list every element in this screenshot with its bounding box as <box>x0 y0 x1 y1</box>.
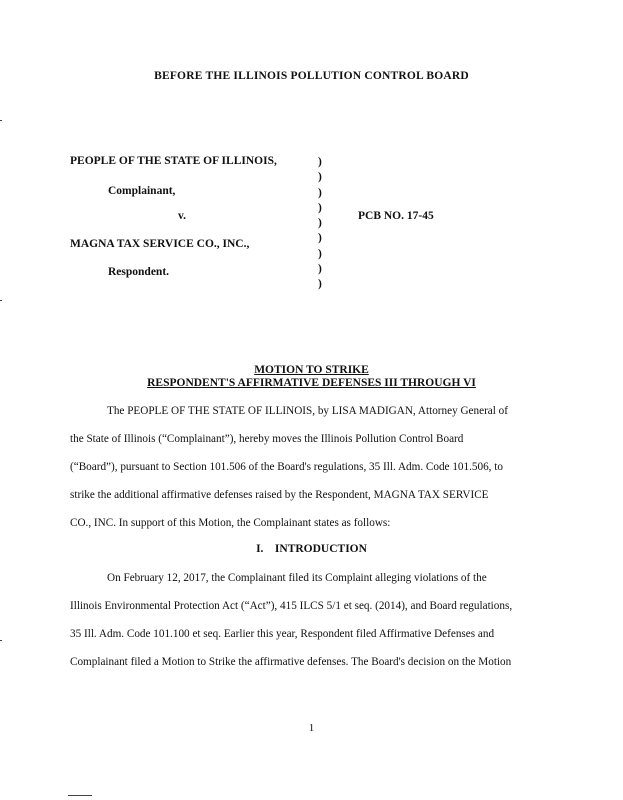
case-number: PCB NO. 17-45 <box>358 210 434 222</box>
text-line: the State of Illinois (“Complainant”), hereby moves the Illinois Pollution Control Board <box>70 433 464 445</box>
text-line: On February 12, 2017, the Complainant filed its Complaint alleging violations of the <box>107 572 487 584</box>
text-line: 35 Ill. Adm. Code 101.100 et seq. Earlier this year, Respondent filed Affirmative Defenses and <box>70 628 495 640</box>
defendant-name: MAGNA TAX SERVICE CO., INC., <box>70 238 250 250</box>
text-line: Complainant filed a Motion to Strike the affirmative defenses. The Board's decision on the Motion <box>70 656 512 668</box>
text-line: (“Board”), pursuant to Section 101.506 of the Board's regulations, 35 Ill. Adm. Code 101.506, to <box>70 461 503 473</box>
page-number: 1 <box>308 722 315 734</box>
motion-title-line-2: RESPONDENT'S AFFIRMATIVE DEFENSES III THROUGH VI <box>147 377 476 389</box>
scan-edge-mark <box>0 120 2 121</box>
page-title: BEFORE THE ILLINOIS POLLUTION CONTROL BOARD <box>154 70 469 82</box>
motion-title-line-1: MOTION TO STRIKE <box>254 364 369 376</box>
defendant-role: Respondent. <box>108 266 170 278</box>
scan-edge-mark <box>0 300 2 301</box>
plaintiff-role: Complainant, <box>108 185 176 197</box>
plaintiff-name: PEOPLE OF THE STATE OF ILLINOIS, <box>70 155 277 167</box>
text-line: CO., INC. In support of this Motion, the Complainant states as follows: <box>70 517 391 529</box>
text-line: Illinois Environmental Protection Act (“Act”), 415 ILCS 5/1 et seq. (2014), and Board regulations, <box>70 600 513 612</box>
text-line: strike the additional affirmative defenses raised by the Respondent, MAGNA TAX SERVICE <box>70 489 489 501</box>
text-line: The PEOPLE OF THE STATE OF ILLINOIS, by LISA MADIGAN, Attorney General of <box>107 405 508 417</box>
scan-edge-mark <box>0 640 2 641</box>
section-heading: I. INTRODUCTION <box>256 543 367 555</box>
versus-label: v. <box>178 210 186 222</box>
scan-edge-mark <box>68 795 92 796</box>
caption-parentheses: ) ) ) ) ) ) ) ) ) <box>318 156 322 291</box>
